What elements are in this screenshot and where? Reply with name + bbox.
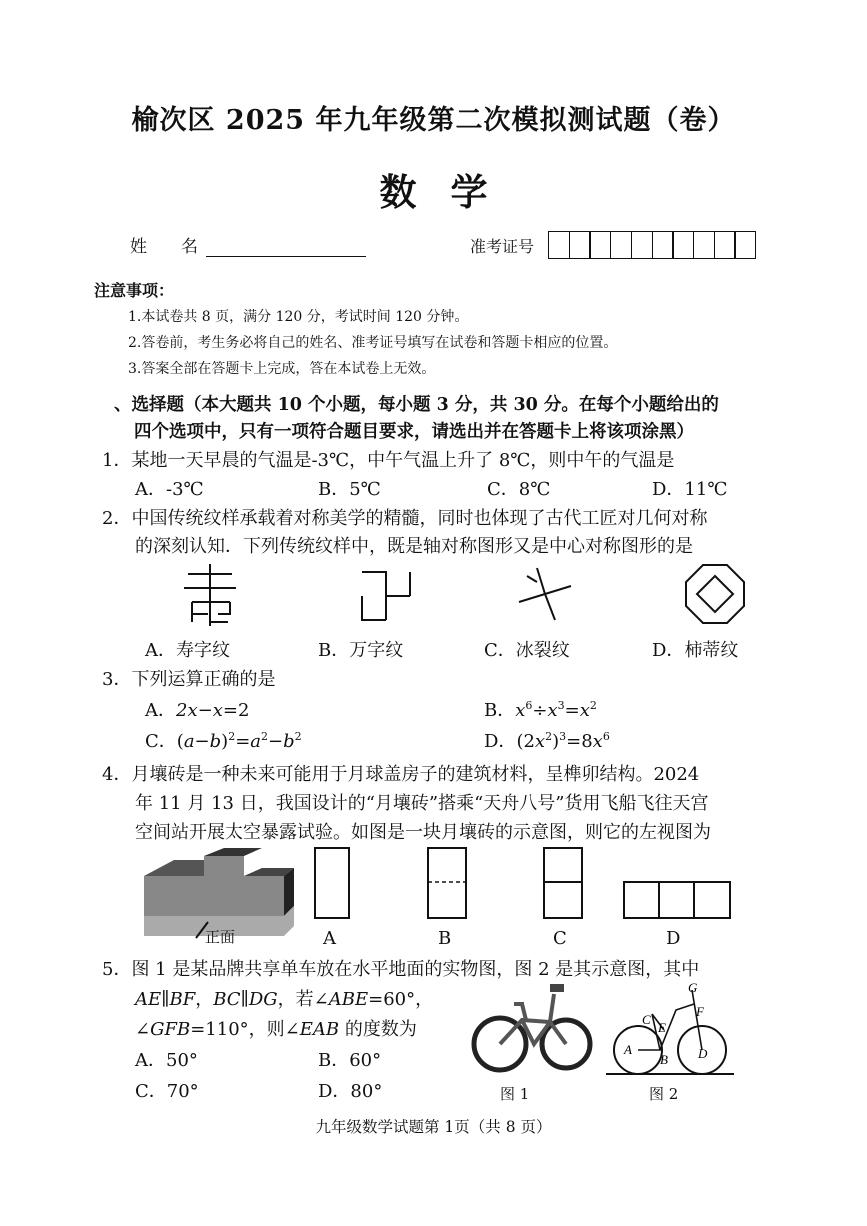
name-field[interactable] [130, 232, 366, 257]
point-g-label: G [688, 980, 698, 995]
section-heading-line2: 四个选项中，只有一项符合题目要求，请选出并在答题卡上将该项涂黑） [134, 422, 694, 442]
q3-option-d-formula: $(2x^2)^3=8x^6$ [516, 730, 610, 752]
exam-id-digit-box[interactable] [589, 231, 611, 259]
q1-option-b: B．5℃ [318, 479, 381, 500]
view-option-d [622, 880, 732, 920]
exam-id-label: 准考证号 [470, 237, 535, 256]
exam-id-digit-box[interactable] [734, 231, 756, 259]
exam-id-digit-box[interactable] [548, 231, 570, 259]
section-heading: 、选择题（本大题共 10 个小题，每小题 3 分，共 30 分。在每个小题给出的 [114, 395, 719, 415]
notice-item: 1.本试卷共 8 页，满分 120 分，考试时间 120 分钟。 [128, 309, 469, 325]
question-2-line2: 的深刻认知．下列传统纹样中，既是轴对称图形又是中心对称图形的是 [135, 536, 693, 557]
exam-id-digit-box[interactable] [672, 231, 694, 259]
question-5: 5．图 1 是某品牌共享单车放在水平地面的实物图，图 2 是其示意图，其中 [102, 959, 700, 980]
q3-option-a-label: A． [145, 700, 176, 721]
bicycle-diagram [604, 980, 736, 1080]
exam-id-boxes[interactable] [548, 231, 755, 259]
q2-option-b: B．万字纹 [318, 640, 404, 661]
view-option-a [310, 846, 354, 920]
name-label: 姓 名 [130, 237, 198, 257]
notice-item: 3.答案全部在答题卡上完成，答在本试卷上无效。 [128, 361, 436, 377]
q4-option-b: B [438, 928, 452, 949]
question-1: 1．某地一天早晨的气温是-3℃，中午气温上升了 8℃，则中午的气温是 [102, 450, 675, 471]
figure-1-caption: 图 1 [500, 1085, 530, 1103]
page-title: 榆次区 2025 年九年级第二次模拟测试题（卷） [131, 105, 736, 136]
ice-crack-pattern-icon [515, 564, 575, 624]
wan-pattern-icon [358, 568, 414, 624]
exam-id-digit-box[interactable] [631, 231, 653, 259]
point-b-label: B [660, 1052, 668, 1067]
q3-option-d-label: D． [484, 731, 517, 752]
q5-given-line1: AE∥BF，BC∥DG，若∠ABE=60°， [135, 989, 434, 1010]
q2-option-c: C．冰裂纹 [484, 640, 570, 661]
point-f-label: F [696, 1004, 704, 1019]
q3-option-c-label: C． [145, 731, 177, 752]
question-2: 2．中国传统纹样承载着对称美学的精髓，同时也体现了古代工匠对几何对称 [102, 508, 708, 529]
exam-id-digit-box[interactable] [652, 231, 674, 259]
bicycle-photo-icon [470, 982, 594, 1074]
q1-option-c: C．8℃ [487, 479, 551, 500]
q3-option-a [145, 696, 249, 722]
question-4-line2: 年 11 月 13 日，我国设计的“月壤砖”搭乘“天舟八号”货用飞船飞往天宫 [135, 793, 709, 814]
q5-option-c: C．70° [135, 1081, 199, 1102]
subject-title: 数学 [379, 170, 522, 214]
page-footer: 九年级数学试题第 1页（共 8 页） [315, 1118, 552, 1136]
exam-id-digit-box[interactable] [693, 231, 715, 259]
q4-option-c: C [553, 928, 567, 949]
figure-2-caption: 图 2 [649, 1085, 679, 1103]
q3-option-c-formula: $(a-b)^2=a^2-b^2$ [176, 730, 302, 752]
q3-option-c [145, 727, 302, 753]
exam-id-digit-box[interactable] [610, 231, 632, 259]
notice-item: 2.答卷前，考生务必将自己的姓名、准考证号填写在试卷和答题卡相应的位置。 [128, 335, 618, 351]
exam-id-digit-box[interactable] [714, 231, 736, 259]
q5-option-d: D．80° [318, 1081, 383, 1102]
q4-option-a: A [323, 928, 336, 949]
question-3: 3．下列运算正确的是 [102, 669, 276, 690]
point-c-label: C [642, 1012, 651, 1027]
q3-option-b [484, 696, 597, 722]
name-underline[interactable] [206, 238, 366, 257]
front-label: 正面 [205, 928, 236, 946]
q2-option-a: A．寿字纹 [145, 640, 230, 661]
q3-option-a-formula: 2x−x=2 [176, 700, 250, 721]
point-e-label: E [658, 1020, 666, 1035]
point-d-label: D [698, 1046, 708, 1061]
q5-option-a: A．50° [135, 1050, 198, 1071]
view-option-c [541, 846, 585, 920]
q4-option-d: D [666, 928, 681, 949]
point-a-label: A [624, 1042, 632, 1057]
q5-option-b: B．60° [318, 1050, 382, 1071]
q1-option-a: A．-3℃ [135, 479, 204, 500]
q3-option-b-label: B． [484, 700, 516, 721]
persimmon-pattern-icon [683, 562, 747, 626]
shou-pattern-icon [180, 562, 240, 628]
question-4: 4．月壤砖是一种未来可能用于月球盖房子的建筑材料，呈榫卯结构。2024 [102, 764, 700, 785]
question-4-line3: 空间站开展太空暴露试验。如图是一块月壤砖的示意图，则它的左视图为 [135, 822, 711, 843]
notice-title: 注意事项： [94, 281, 175, 300]
exam-id-digit-box[interactable] [569, 231, 591, 259]
q3-option-b-formula: $x^6\div x^3=x^2$ [515, 699, 597, 721]
q2-option-d: D．柿蒂纹 [652, 640, 739, 661]
q3-option-d [484, 727, 610, 753]
view-option-b [425, 846, 469, 920]
q5-given-line2: ∠GFB=110°，则∠EAB 的度数为 [135, 1019, 417, 1040]
q1-option-d: D．11℃ [652, 479, 728, 500]
